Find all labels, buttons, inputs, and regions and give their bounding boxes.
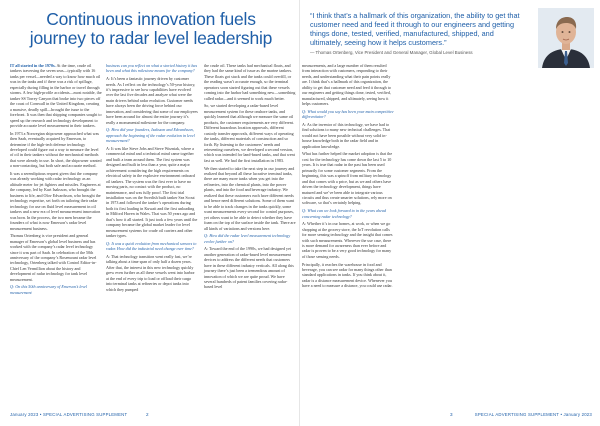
interview-answer: A: It’s been a fantastic journey driven by customer needs. As I reflect on the technology’s 50-year history, it’s impressive to see how capabilities have evolved over the last five decades and analyze what were the main drivers behind radar evolution. Customer needs have always been the driving force behind our innovation, and considering that some of our employees have been around for almost the entire journey it’s really a monumental milestone for the company. [106, 76, 198, 125]
interview-answer: A: Whether it’s in our homes, at work, or when we go shopping at the grocery store, the IoT revolution calls for more sensing technology and the insight that comes with such measurements. Wherever the use case, there is more demand for awareness than ever before and radar is proven to be a very good technology for many of those sensing needs. [302, 221, 393, 259]
interview-answer: A: It was like Steve Jobs and Steve Wozniak, where a commercial mind and a technical mind came together and built a team around them. The first system was designed and built in less than a year, quite a major achievement considering the high requirements on electrical safety in the explosive environment onboard oil tankers. The system was the first ever to have no moving parts, no contact with the product, no maintenance, and was fully proof. The first trial installation was on the Swedish built tanker Sea Scout in 1973 and followed the tanker’s operations during both its first loading in Kuwait and the first unloading in Milford Haven in Wales. That was 50 years ago and that’s how it all started. It just took a few years until the company became the global market leader for level measurement systems for crude oil carriers and other tanker types. [106, 145, 198, 239]
pull-quote [310, 11, 520, 56]
paragraph: What has further helped the market adoption is that the cost for the technology has come down the last 5 to 10 years. It is true that radar in the past has been used primarily for some customer segments. From the beginning, this was a spinoff from military technology and that comes with a price, but as we and others have driven the technology development, things have matured and we’ve been able to integrate various circuits and thus create smarter solutions, rely more on software, so that’s certainly helping. [302, 151, 393, 206]
interview-answer: A: That technology transition went really fast, we’re talking about a time span of only half a dozen years. After that, the interest in this new technology quickly grew even further as all these vessels went into harbor at the end of every trip to load or offload their cargo into terminal tanks at refineries or depot tanks into which they pumped [106, 253, 195, 292]
lead-in: IT all started in the 1970s. [10, 63, 56, 68]
paragraph: In 1973 a Norwegian shipowner approached what was then Saab, eventually acquired by Emerson, to determine if the high-tech defense technology developed could figure out a way to measure the level of oil in their tankers without the mechanical methods that were already in use. In short, the shipowner wanted a non-contacting, but both safe and accurate method. [10, 130, 102, 169]
article-column-3 [204, 63, 296, 292]
article-headline [10, 10, 292, 48]
footer-date: January 2023 [563, 412, 592, 417]
article-column-2 [106, 63, 198, 294]
paragraph: So, we started developing a radar-based level measurement system for these onshore tanks, and quickly learned that although we measure the same oil products, the customer requirements are very different. Different hazardous location approvals, different custody transfer approvals, different ways of operating the tanks, different materials of construction and so forth. By listening to the customers’ needs and reinventing ourselves, we developed a second version, which was intended for land-based tanks, and that went fast as well. We had the first installation in 1983. [204, 103, 295, 163]
paragraph: the crude oil. These tanks had mechanical floats, and they had the same kind of issue as the marine tankers. These floats got stuck and the tanks could overfill, or the reading wasn’t accurate enough, so the terminal operators soon started figuring out that these vessels coming into the harbor had something new—something called radar—and it seemed to work much better. [204, 63, 296, 101]
headline-line-2: journey to radar level leadership [29, 28, 273, 48]
footer-right: SPECIAL ADVERTISING SUPPLEMENT • January 2023 [474, 412, 592, 417]
paragraph: At the time, crude oil tankers traversing the seven seas—typically with 16 tanks per vessel—needed a way to know how much oil was in the tanks and if there was a risk of spillage, especially during filling in the harbor or travel through storms. A few high-profile accidents—most notable, the tanker SS Torrey Canyon that broke into two pieces off the coast of Cornwall in the United Kingdom, creating a massive, deadly spill—brought the issue to the forefront. It was then that shipping companies sought to speed up the research and technology development to provide accurate level measurement in their tankers. [10, 63, 102, 128]
interview-question: business can you reflect on what a storied history it has been and what this milestone means for the company? [106, 63, 198, 74]
page-number-right: 3 [450, 412, 453, 417]
paragraph: We then started to take the next step in our journey and realized that beyond all these lucrative terminal tanks, there are many more tanks when you get into the refineries, into the chemical plants, into the power plants, and into the food and beverage industry. We realized that these customers each have different needs and hence need different solutions. Some of them want to be able to track changes in the tanks quickly, some want measurements every second for control purposes, yet others want to be able to detect whether they have foam on the top of the surface inside the tank. There are all kinds of variations and versions here. [204, 165, 296, 231]
interview-question: Q: On this 50th anniversary of Emerson’s level measurement [10, 284, 88, 295]
pull-quote-attribution: — Thomas Ortenberg, Vice President and General Manager, Global Level Business [310, 50, 473, 55]
interview-question: Q: It was a quick evolution from mechanical sensors to radar. How did the industrial need change over time? [106, 240, 197, 252]
interview-question: Q: What can we look forward to in the years ahead concerning radar technology? [302, 208, 386, 219]
paragraph: Principally, it reaches the warehouse in food and beverage, you can see radar for many things other than standard applications in tanks. If you think about it, radar is a distance measurement device. Whenever you have a need to measure a distance, you could use radar. [302, 261, 393, 289]
interview-answer: A: As the inventor of this technology, we have had to find solutions to many new technical challenges. That would not have been possible without very solid in-house knowledge both in the radar field and in application knowledge. [302, 121, 391, 149]
footer-supplement-title: SPECIAL ADVERTISING SUPPLEMENT [474, 412, 560, 417]
footer-left: January 2023 • SPECIAL ADVERTISING SUPPLEMENT [10, 412, 128, 417]
article-column-4 [302, 63, 394, 291]
person-portrait-image [538, 8, 594, 68]
page-number-left: 2 [146, 412, 149, 417]
portrait-photo [538, 8, 594, 68]
interview-question: Q: How did the radar level measurement technology evolve further on? [204, 233, 291, 244]
interview-answer: A: Toward the end of the 1990s, we had designed yet another generation of radar-based level measurement devices to address the different needs that customers have in these different industry verticals. All along this journey there’s just been a tremendous amount of innovation of which we are quite proud. We have several hundreds of patent families covering radar-based level [204, 246, 294, 290]
footer-supplement-title: SPECIAL ADVERTISING SUPPLEMENT [42, 412, 128, 417]
interview-question: Q: What would you say has been your main competitive differentiator? [302, 108, 394, 120]
footer-date: January 2023 [10, 412, 39, 417]
paragraph: It was a serendipitous request given that the company was already working with radar technology as an altitude meter for jet fighters and missiles. Engineers at the company, led by Kurt Isaksson, who brought the business to life, and Olov Edvardsson, who brought the technology expertise, set forth on tailoring their radar technology for use on fluid level measurement in oil tankers and a new era of level measurement innovation was born. In the process, the two men became the founders of what is now Emerson’s radar level measurement business. [10, 170, 101, 231]
headline-line-1: Continuous innovation fuels [46, 9, 256, 29]
interview-question: Q: How did your founders, Isaksson and Edvardsson, approach the beginning of the radar evolution in level measurement? [106, 127, 195, 144]
paragraph: Thomas Ortenberg is vice president and general manager of Emerson’s global level business and has worked with the company’s radar level technology since it was part of Saab. In celebration of the 50th anniversary of the company’s Rosemount radar level technology, Ortenberg talked with Control Editor-in-Chief Len Vermillion about the history and development of radar technology for tank level measurement. [10, 233, 97, 282]
paragraph: measurements, and a large number of them resulted from interaction with customers, responding to their needs, and understanding what their pain points really are. I think that’s a hallmark of this organization, the ability to get that customer need and feed it through to our engineers and getting things done, tested, verified, manufactured, shipped, and ultimately, seeing how it helps customers. [302, 63, 391, 107]
page-gutter [299, 0, 300, 426]
pull-quote-text: “I think that’s a hallmark of this organization, the ability to get that customer need and feed it through to our engineers and getting things done, tested, verified, manufactured, shipped, and ultimately, seeing how it helps customers.” [310, 11, 520, 47]
article-column-1 [10, 63, 102, 298]
